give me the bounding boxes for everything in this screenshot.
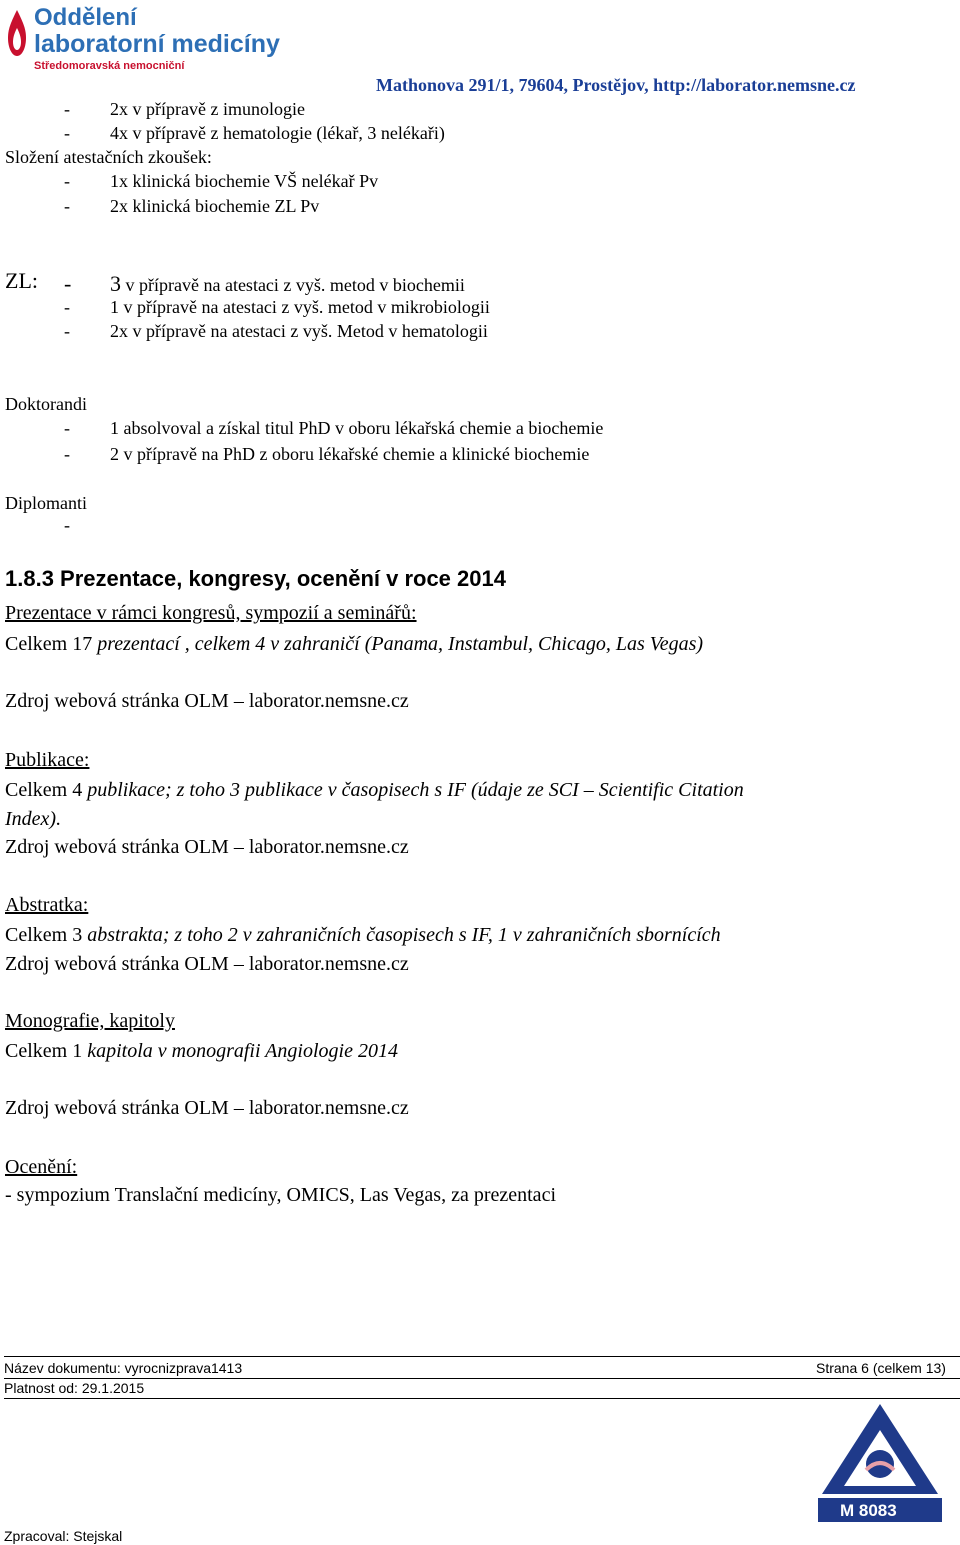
abstrakta-text: Celkem 3 abstrakta; z toho 2 v zahraničních časopisech s IF, 1 v zahraničních sbornících <box>5 924 721 946</box>
footer-divider <box>4 1398 960 1399</box>
list-item: - 1 v přípravě na atestaci z vyš. metod v mikrobiologii <box>64 297 490 317</box>
abstrakta-title: Abstratka: <box>5 894 89 916</box>
footer-divider <box>4 1378 960 1379</box>
list-item: - 3 v přípravě na atestaci z vyš. metod v biochemii <box>64 271 465 296</box>
monografie-title: Monografie, kapitoly <box>5 1010 175 1032</box>
zl-label: ZL: <box>5 268 38 293</box>
publikace-text-cont: Index). <box>5 808 62 830</box>
list-item: - 4x v přípravě z hematologie (lékař, 3 nelékaři) <box>64 123 445 143</box>
doktorandi-label: Doktorandi <box>5 394 87 414</box>
list-item: - 2x klinická biochemie ZL Pv <box>64 196 320 216</box>
publikace-title: Publikace: <box>5 749 90 771</box>
source-line: Zdroj webová stránka OLM – laborator.nemsne.cz <box>5 953 409 975</box>
oceneni-title: Ocenění: <box>5 1156 78 1178</box>
list-item: - 1x klinická biochemie VŠ nelékař Pv <box>64 171 379 191</box>
footer-page: Strana 6 (celkem 13) <box>816 1360 946 1376</box>
logo-drop-icon <box>4 6 30 62</box>
prezentace-title: Prezentace v rámci kongresů, sympozií a seminářů: <box>5 602 417 624</box>
logo-line1: Oddělení <box>34 4 137 31</box>
list-item: - 2 v přípravě na PhD z oboru lékařské chemie a klinické biochemie <box>64 444 590 464</box>
source-line: Zdroj webová stránka OLM – laborator.nemsne.cz <box>5 1097 409 1119</box>
footer-divider <box>4 1356 960 1357</box>
list-item: - 1 absolvoval a získal titul PhD v oboru lékařská chemie a biochemie <box>64 418 604 438</box>
list-item: - 2x v přípravě z imunologie <box>64 99 305 119</box>
exam-heading: Složení atestačních zkoušek: <box>5 147 212 167</box>
section-heading: 1.8.3 Prezentace, kongresy, ocenění v roce 2014 <box>5 566 506 591</box>
footer-doc-name: Název dokumentu: vyrocnizprava1413 <box>4 1360 243 1376</box>
diplomanti-dash: - <box>64 515 70 535</box>
oceneni-text: - sympozium Translační medicíny, OMICS, Las Vegas, za prezentaci <box>5 1184 556 1206</box>
prezentace-text: Celkem 17 prezentací , celkem 4 v zahraničí (Panama, Instambul, Chicago, Las Vegas) <box>5 633 704 655</box>
footer-author: Zpracoval: Stejskal <box>4 1528 123 1544</box>
monografie-text: Celkem 1 kapitola v monografii Angiologie 2014 <box>5 1040 398 1062</box>
source-line: Zdroj webová stránka OLM – laborator.nemsne.cz <box>5 690 409 712</box>
header-address: Mathonova 291/1, 79604, Prostějov, http://laborator.nemsne.cz <box>376 75 856 95</box>
logo-line2: laboratorní medicíny <box>34 30 280 58</box>
source-line: Zdroj webová stránka OLM – laborator.nemsne.cz <box>5 836 409 858</box>
footer-valid: Platnost od: 29.1.2015 <box>4 1380 145 1396</box>
diplomanti-label: Diplomanti <box>5 493 87 513</box>
list-item: - 2x v přípravě na atestaci z vyš. Metod v hematologii <box>64 321 488 341</box>
logo-line3: Středomoravská nemocniční <box>34 60 185 72</box>
certification-code: M 8083 <box>840 1501 897 1520</box>
publikace-text: Celkem 4 publikace; z toho 3 publikace v časopisech s IF (údaje ze SCI – Scientific Citation <box>5 779 744 801</box>
